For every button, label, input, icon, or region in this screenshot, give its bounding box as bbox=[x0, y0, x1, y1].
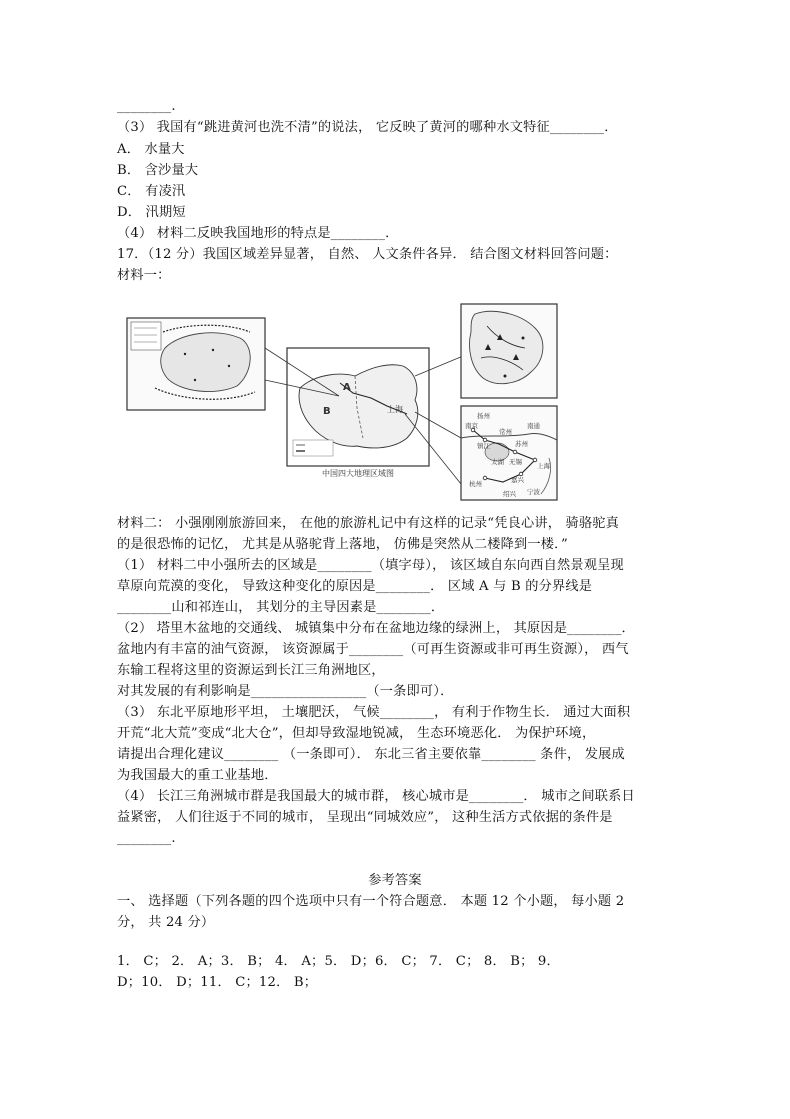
option-b: B． 含沙量大 bbox=[117, 163, 199, 178]
inset-city-label: 宁波 bbox=[527, 488, 540, 496]
inset-yangtze-delta-map bbox=[461, 406, 557, 500]
inset-city-label: 绍兴 bbox=[503, 490, 516, 498]
map-svg bbox=[125, 288, 565, 502]
option-c: C． 有凌汛 bbox=[117, 184, 186, 199]
sub-question-4: （4） 长江三角洲城市群是我国最大的城市群， 核心城市是________． 城市之间联系日 bbox=[117, 789, 635, 804]
inset-northeast-map bbox=[461, 304, 557, 398]
answers-heading: 参考答案 bbox=[368, 873, 422, 888]
region-label-b: B bbox=[323, 406, 331, 417]
sub-question-1-cont: ________山和祁连山， 其划分的主导因素是________． bbox=[117, 600, 445, 615]
inset-city-label: 杭州 bbox=[469, 480, 482, 488]
inset-city-label: 南京 bbox=[465, 422, 478, 430]
question-4: （4） 材料二反映我国地形的特点是________． bbox=[117, 226, 399, 241]
answers-section-title: 一、 选择题（下列各题的四个选项中只有一个符合题意． 本题 12 个小题， 每小题 2 bbox=[117, 894, 625, 909]
option-d: D． 汛期短 bbox=[117, 205, 186, 220]
answers-row: 1． C； 2． A；3． B； 4． A；5． D；6． C； 7． C； 8． B； 9． bbox=[117, 954, 560, 969]
sub-question-3: （3） 东北平原地形平坦， 土壤肥沃， 气候________， 有利于作物生长． 通过大面积 bbox=[117, 705, 631, 720]
sub-question-2-cont: 盆地内有丰富的油气资源， 该资源属于________（可再生资源或非可再生资源）， 西气 bbox=[117, 642, 629, 657]
inset-city-label: 南通 bbox=[527, 422, 540, 430]
inset-city-label: 常州 bbox=[499, 428, 512, 436]
inset-city-label: 太湖 bbox=[491, 458, 504, 466]
sub-question-4-cont: 益紧密， 人们往返于不同的城市， 呈现出“同城效应”， 这种生活方式依据的条件是 bbox=[117, 810, 613, 825]
material-1-label: 材料一： bbox=[117, 268, 171, 283]
sub-question-1: （1） 材料二中小强所去的区域是________（填字母）， 该区域自东向西自然景观呈现 bbox=[117, 558, 624, 573]
city-label-shanghai: 上海 bbox=[387, 405, 403, 414]
inset-city-label: 镇江 bbox=[477, 442, 490, 450]
sub-question-3-cont: 请提出合理化建议________ （一条即可）． 东北三省主要依靠________ 条件， 发展成 bbox=[117, 747, 625, 762]
option-a: A． 水量大 bbox=[117, 142, 185, 157]
material-2-line: 的是很恐怖的记忆， 尤其是从骆驼背上落地， 仿佛是突然从二楼降到一楼．” bbox=[117, 537, 568, 552]
inset-city-label: 上海 bbox=[537, 462, 550, 470]
sub-question-2-cont: 对其发展的有利影响是_________________（一条即可）． bbox=[117, 684, 454, 699]
question-3: （3） 我国有“跳进黄河也洗不清”的说法， 它反映了黄河的哪种水文特征________． bbox=[117, 120, 618, 135]
region-label-a: A bbox=[343, 382, 351, 393]
sub-question-3-cont: 开荒“北大荒”变成“北大仓”，但却导致湿地锐减， 生态环境恶化． 为保护环境， bbox=[117, 726, 596, 741]
sub-question-2-cont: 东输工程将这里的资源运到长江三角洲地区， bbox=[117, 663, 385, 678]
inset-city-label: 嘉兴 bbox=[511, 476, 524, 484]
inset-city-label: 苏州 bbox=[515, 440, 528, 448]
china-main-map bbox=[287, 348, 429, 478]
text-line: ________. bbox=[117, 99, 176, 114]
sub-question-3-cont: 为我国最大的重工业基地． bbox=[117, 768, 278, 783]
inset-city-label: 无锡 bbox=[509, 458, 522, 466]
inset-tarim-map bbox=[127, 318, 265, 410]
map-figure bbox=[125, 288, 565, 502]
answers-row: D；10． D；11． C；12． B； bbox=[117, 975, 318, 990]
sub-question-2: （2） 塔里木盆地的交通线、 城镇集中分布在盆地边缘的绿洲上， 其原因是________． bbox=[117, 621, 635, 636]
material-2-line: 材料二： 小强刚刚旅游回来， 在他的旅游札记中有这样的记录“凭良心讲， 骑骆驼真 bbox=[117, 516, 620, 531]
sub-question-1-cont: 草原向荒漠的变化， 导致这种变化的原因是________． 区域 A 与 B 的分界线是 bbox=[117, 579, 593, 594]
map-caption: 中国四大地理区域图 bbox=[322, 469, 394, 478]
question-17: 17．（12 分）我国区域差异显著， 自然、 人文条件各异． 结合图文材料回答问题： bbox=[117, 247, 618, 262]
inset-city-label: 扬州 bbox=[477, 412, 490, 420]
sub-question-4-cont: ________. bbox=[117, 831, 176, 846]
answers-section-title-cont: 分， 共 24 分） bbox=[117, 915, 215, 930]
